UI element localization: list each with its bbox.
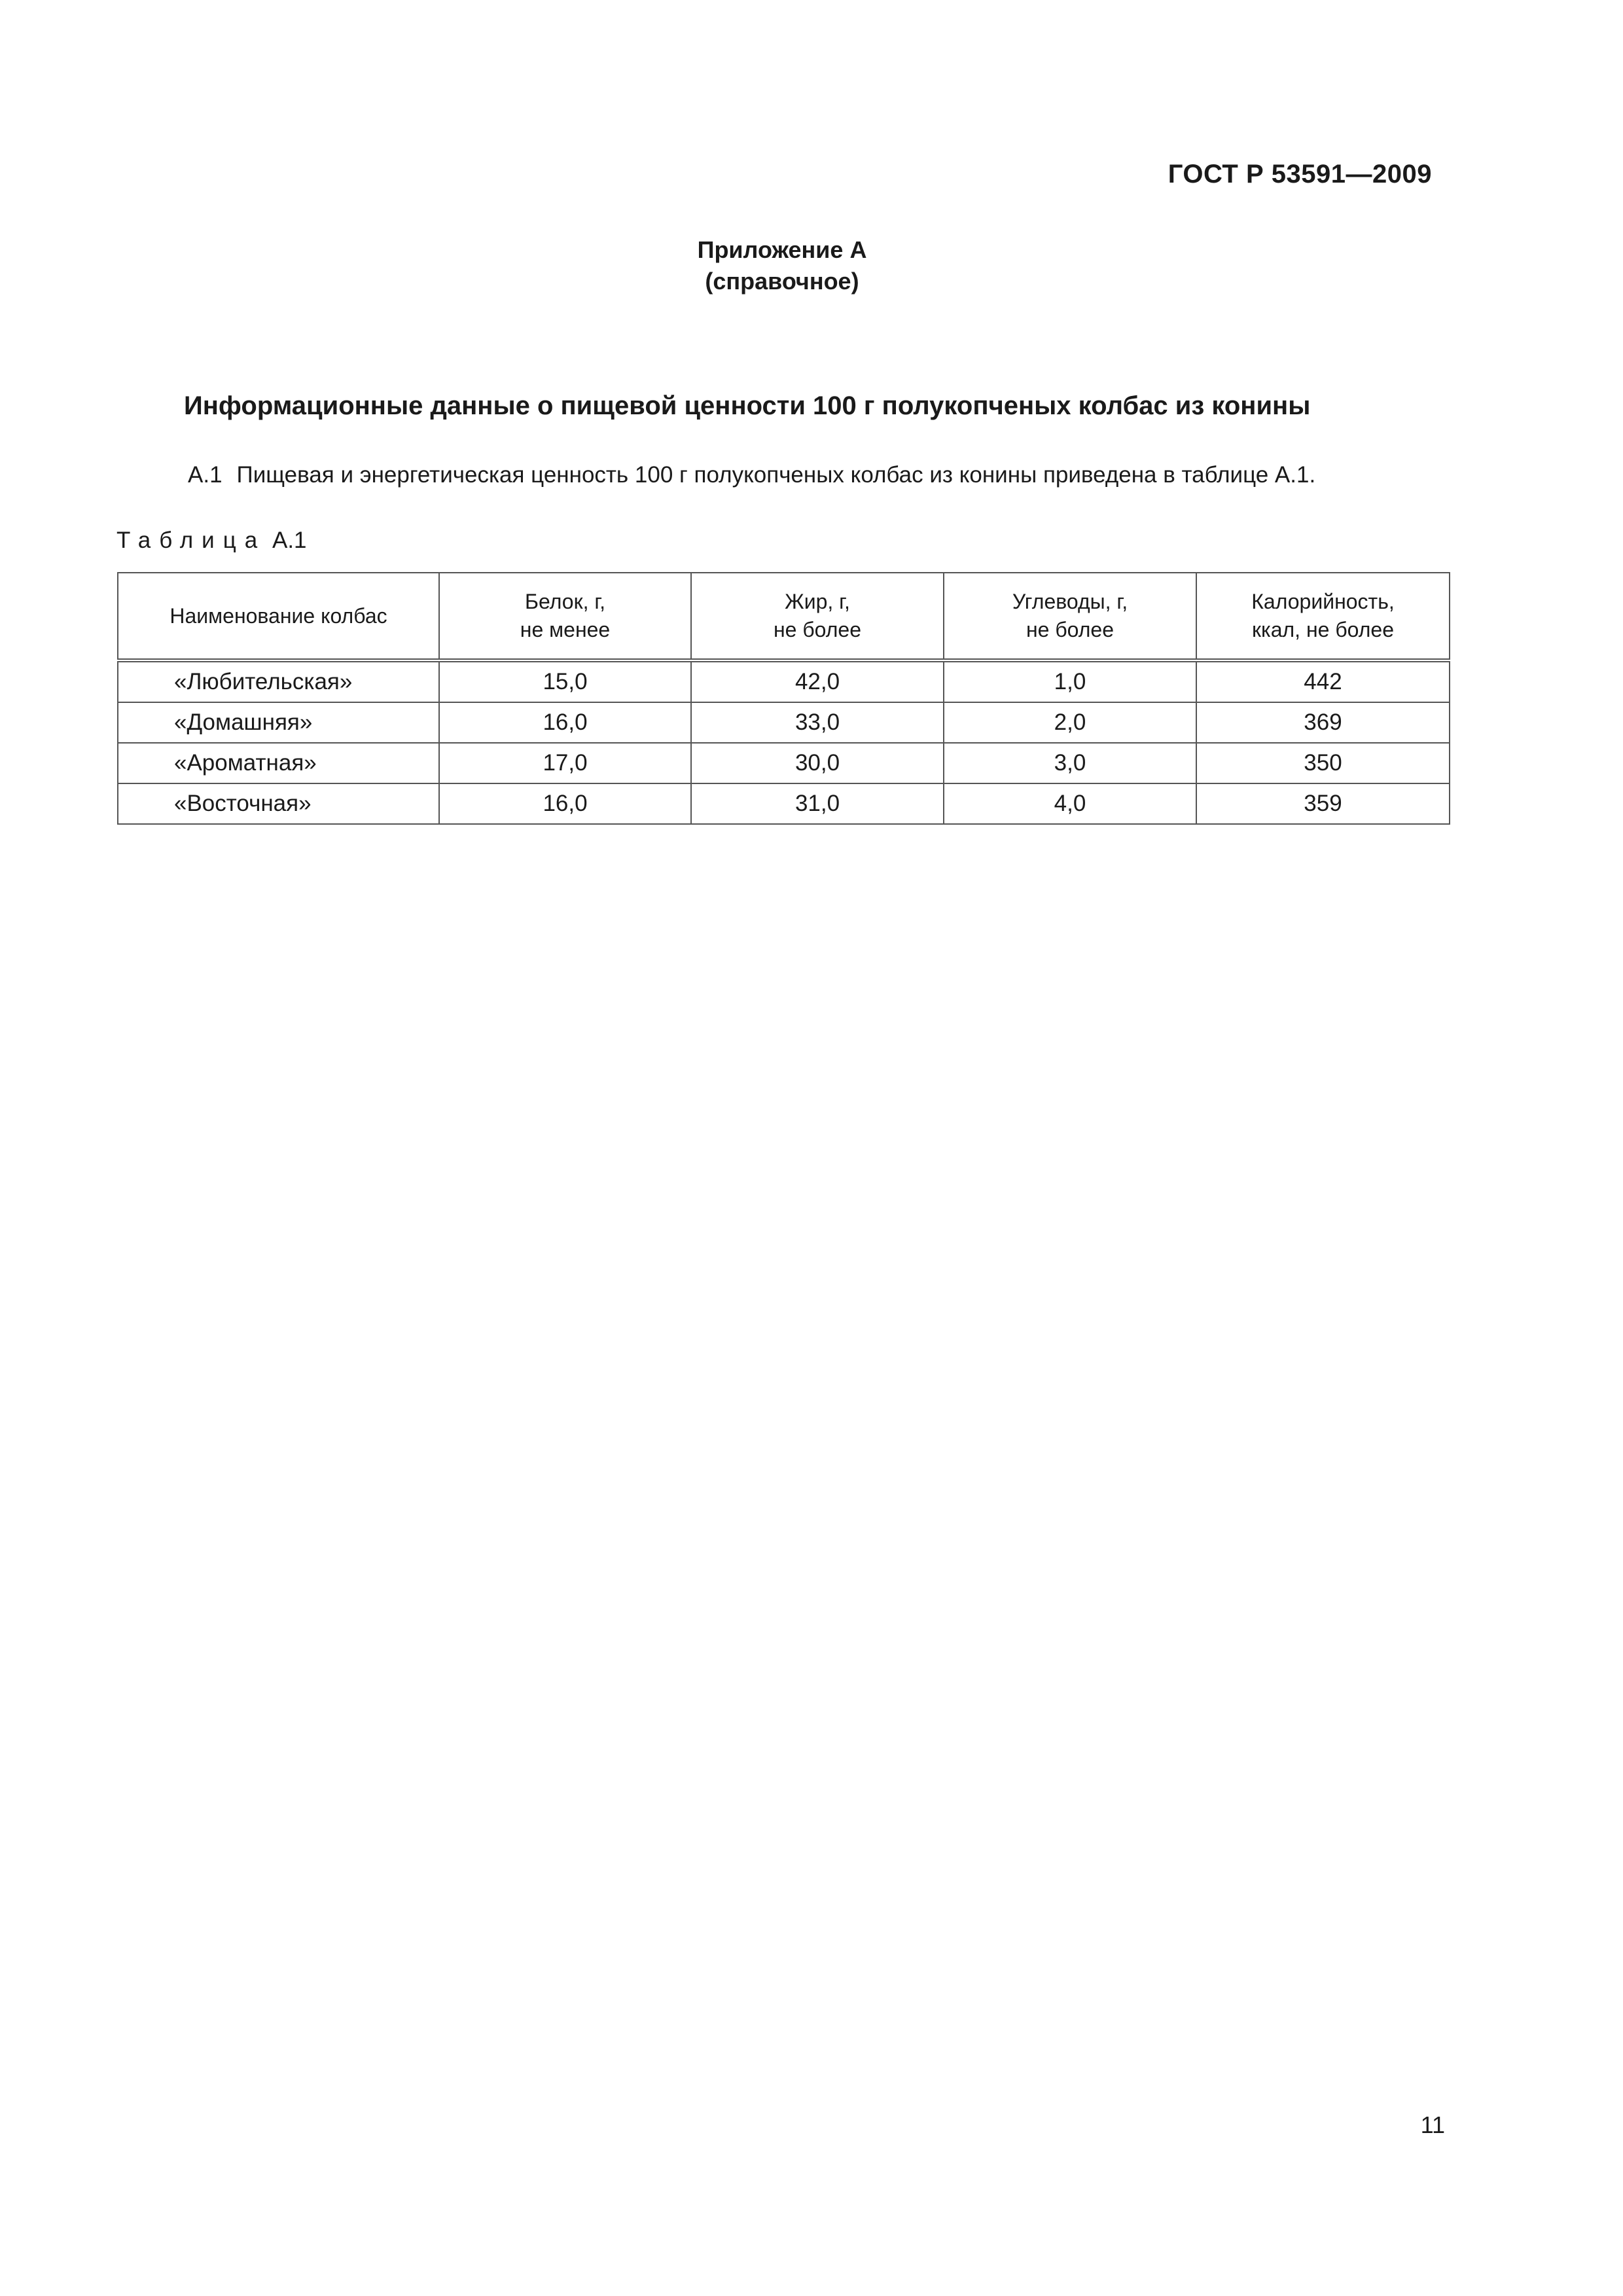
appendix-heading (0, 234, 1564, 297)
table-caption (116, 528, 307, 554)
document-code: ГОСТ Р 53591—2009 (1168, 160, 1432, 188)
protein-cell: 15,0 (439, 660, 691, 702)
carbohydrates-cell: 4,0 (944, 783, 1196, 824)
table-row (118, 783, 1450, 824)
page-number: 11 (1420, 2111, 1445, 2138)
sausage-name-cell: «Любительская» (118, 660, 439, 702)
calories-cell: 442 (1196, 660, 1450, 702)
header-cell-calories: Калорийность, ккал, не более (1196, 573, 1450, 660)
paragraph-number: А.1 (188, 462, 223, 488)
paragraph-text: Пищевая и энергетическая ценность 100 г полукопченых колбас из конины приведена в таблице А.1. (236, 462, 1316, 488)
header-cell-name: Наименование колбас (118, 573, 439, 660)
carbohydrates-cell: 3,0 (944, 743, 1196, 783)
header-cell-fat: Жир, г, не более (691, 573, 944, 660)
section-title: Информационные данные о пищевой ценности 100 г полукопченых колбас из конины (184, 391, 1311, 420)
appendix-subtitle: (справочное) (705, 268, 859, 295)
table-row (118, 702, 1450, 743)
paragraph-a1 (188, 462, 1315, 488)
protein-cell: 17,0 (439, 743, 691, 783)
sausage-name-cell: «Восточная» (118, 783, 439, 824)
table-caption-word: Таблица (116, 528, 266, 553)
sausage-name-cell: «Ароматная» (118, 743, 439, 783)
fat-cell: 33,0 (691, 702, 944, 743)
fat-cell: 30,0 (691, 743, 944, 783)
protein-cell: 16,0 (439, 783, 691, 824)
nutrition-table (117, 572, 1450, 825)
header-cell-carbohydrates: Углеводы, г, не более (944, 573, 1196, 660)
table-header-row (118, 573, 1450, 660)
sausage-name-cell: «Домашняя» (118, 702, 439, 743)
carbohydrates-cell: 2,0 (944, 702, 1196, 743)
table-row (118, 743, 1450, 783)
calories-cell: 359 (1196, 783, 1450, 824)
calories-cell: 350 (1196, 743, 1450, 783)
table-row (118, 660, 1450, 702)
fat-cell: 42,0 (691, 660, 944, 702)
table-caption-number: А.1 (272, 528, 307, 553)
header-cell-protein: Белок, г, не менее (439, 573, 691, 660)
calories-cell: 369 (1196, 702, 1450, 743)
carbohydrates-cell: 1,0 (944, 660, 1196, 702)
appendix-title: Приложение А (697, 236, 867, 263)
fat-cell: 31,0 (691, 783, 944, 824)
protein-cell: 16,0 (439, 702, 691, 743)
